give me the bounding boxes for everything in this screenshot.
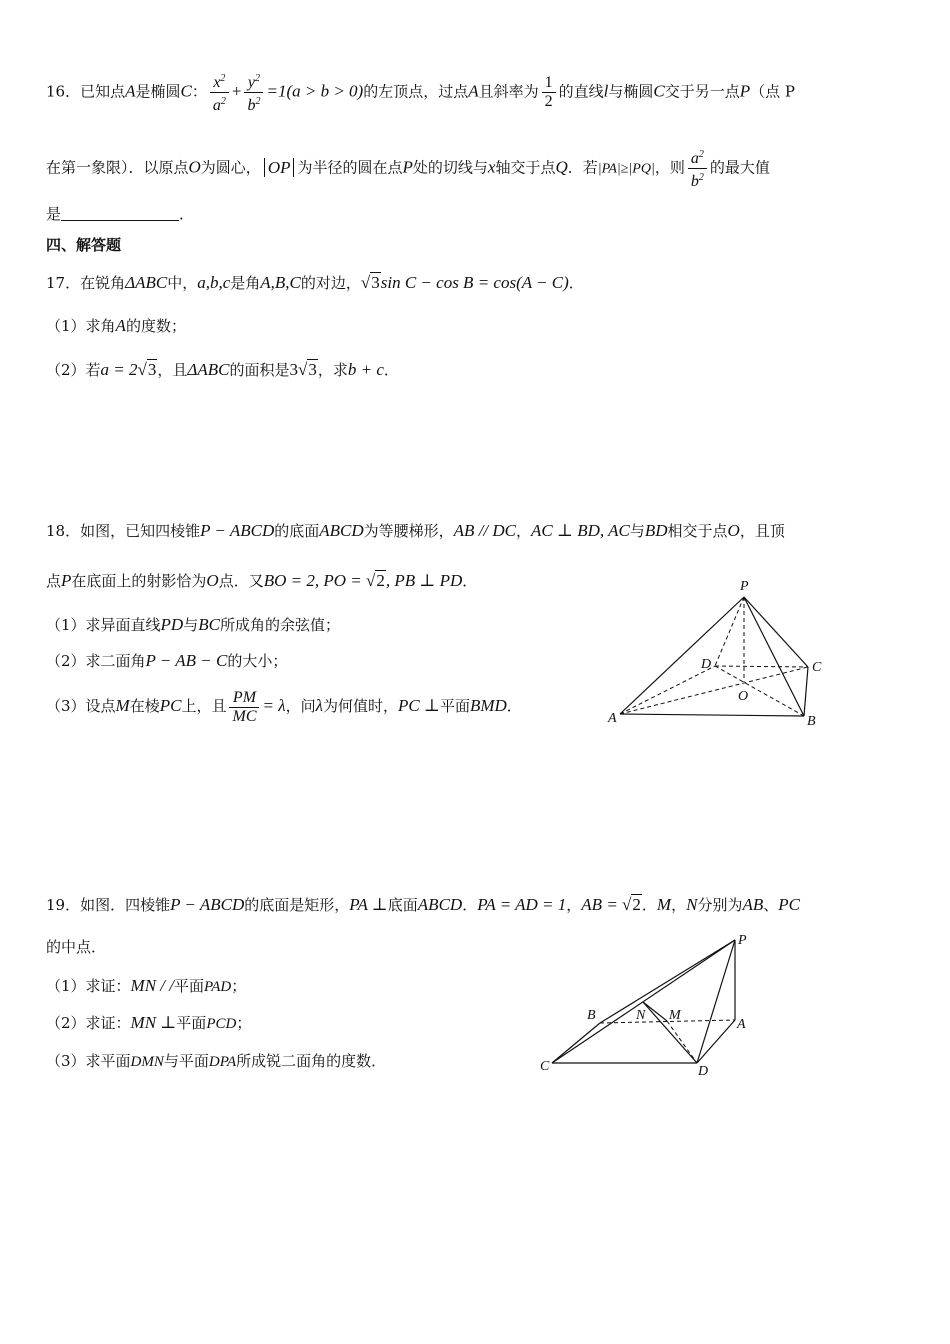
q19-part3 <box>46 1050 386 1073</box>
text: 的度数； <box>125 317 186 335</box>
math: P <box>739 81 751 101</box>
math: a,b,c <box>197 273 231 292</box>
text: 如图．四棱锥 <box>80 896 171 914</box>
math: PCD <box>206 1016 237 1032</box>
math: b <box>690 173 699 190</box>
q17-part2: （2）若a = 2√3，且ΔABC的面积是3√3，求b + c． <box>46 360 399 379</box>
math: = λ <box>262 696 286 715</box>
edge-PD <box>715 597 744 666</box>
text: （1）求角 <box>46 317 116 335</box>
math: ABCD <box>319 521 364 540</box>
text: 所成角的余弦值； <box>219 616 340 634</box>
text: 是 <box>46 205 62 223</box>
math: l <box>603 81 609 101</box>
label-C: C <box>540 1059 550 1074</box>
math: P − AB − C <box>145 651 228 670</box>
diag-BD <box>715 666 804 716</box>
text: 交于另一点 <box>664 82 740 101</box>
text: 为等腰梯形， <box>363 522 454 540</box>
q18-line2: 点P在底面上的射影恰为O点．又BO = 2, PO = √2, PB ⊥ PD． <box>46 571 478 590</box>
text: ； <box>231 977 247 995</box>
math: DPA <box>208 1054 237 1070</box>
text: 为半径的圆在点 <box>297 158 403 177</box>
text: 平面 <box>439 697 470 715</box>
text: 与椭圆 <box>608 82 654 101</box>
math: A <box>468 81 479 101</box>
q19-part2 <box>46 1012 251 1035</box>
text: ， <box>516 522 532 540</box>
label-A: A <box>608 711 617 726</box>
label-P: P <box>740 579 749 594</box>
math: , PB ⊥ PD <box>385 571 463 590</box>
q16-line1: 16．已知点A是椭圆C： $\frac{x^2}{a^2}$ + $\frac{y^2}{b^2}$ =1(a > b > 0)的左顶点，过点A且斜率为 $\frac{1}{2}$ 的直线l与椭圆C交于另一点P（点 P <box>46 70 795 115</box>
edge-AD <box>620 666 715 714</box>
text: 中， <box>167 274 198 292</box>
label-M: M <box>669 1008 681 1023</box>
segment-NM <box>643 1002 667 1021</box>
math: BD <box>644 521 668 540</box>
q16-line2 <box>46 146 770 191</box>
text: 在第一象限）．以原点 <box>46 158 189 177</box>
text: 轴交于点 <box>495 158 556 177</box>
text: 且斜率为 <box>478 82 539 101</box>
text: ． <box>383 361 399 379</box>
math: a = 2 <box>100 360 138 379</box>
q19-line1: 19．如图．四棱锥P − ABCD的底面是矩形，PA ⊥底面ABCD．PA = AD = 1，AB = √2．M，N分别为AB、PC <box>46 895 800 914</box>
math: Q <box>555 157 568 177</box>
math: PC ⊥ <box>397 696 440 715</box>
text: ，求 <box>317 361 348 379</box>
q18-part2 <box>46 650 287 672</box>
text: 是角 <box>230 274 261 292</box>
edge-PA <box>620 597 744 714</box>
text: 与平面 <box>163 1052 209 1070</box>
math: PAD <box>204 979 232 995</box>
text: （2）求证： <box>46 1014 131 1032</box>
text: 的直线 <box>558 82 604 101</box>
math: PC <box>159 696 182 715</box>
label-P: P <box>738 933 747 948</box>
math: x <box>213 74 221 91</box>
math: ΔABC <box>125 273 168 292</box>
text: ． <box>506 697 522 715</box>
edge-CB <box>552 1023 600 1063</box>
math: A <box>125 81 136 101</box>
math: PC <box>778 895 800 914</box>
math: BMD <box>469 696 507 715</box>
math: 2 <box>376 571 385 590</box>
q16-line3 <box>46 203 194 225</box>
text: 所成锐二面角的度数． <box>236 1052 387 1070</box>
math: 2 <box>632 895 641 914</box>
text: （3）设点 <box>46 697 116 715</box>
edge-DA <box>697 1020 735 1063</box>
text: ．若 <box>567 158 598 177</box>
math: BC <box>198 615 220 634</box>
math: M <box>656 895 672 914</box>
q18-number: 18． <box>46 522 81 540</box>
math: λ <box>315 696 323 715</box>
edge-PC <box>552 940 735 1063</box>
math: a <box>212 97 221 114</box>
text: 平面 <box>176 1014 207 1032</box>
text: 在底面上的射影恰为 <box>71 572 207 590</box>
math: MN / / <box>130 976 174 995</box>
q16-number: 16． <box>46 82 81 101</box>
text: 分别为 <box>697 896 743 914</box>
math: O <box>206 571 219 590</box>
math: P − ABCD <box>200 521 275 540</box>
text: 的大小； <box>227 652 288 670</box>
edge-PC <box>744 597 808 667</box>
text: 与 <box>183 616 199 634</box>
edge-PD <box>697 940 735 1063</box>
q19-number: 19． <box>46 896 81 914</box>
section-heading: 四、解答题 <box>46 236 122 254</box>
text: 是椭圆 <box>135 82 181 101</box>
math: MN ⊥ <box>130 1013 177 1032</box>
math: AB = <box>581 895 623 914</box>
edge-PB <box>744 597 804 716</box>
answer-blank[interactable] <box>61 206 179 221</box>
text: 如图，已知四棱锥 <box>80 522 201 540</box>
math: 3 <box>371 273 380 292</box>
text: 平面 <box>174 977 205 995</box>
math: P − ABCD <box>170 895 245 914</box>
text: ，则 <box>654 158 685 177</box>
text: 的底面是矩形， <box>244 896 350 914</box>
label-O: O <box>738 689 749 704</box>
fraction-y2-b2: $\frac{y^2}{b^2}$ <box>244 70 263 115</box>
text: ； <box>236 1014 252 1032</box>
q18-line1 <box>46 520 785 542</box>
math: P <box>402 157 413 177</box>
math: ABCD <box>417 895 463 914</box>
diag-AC <box>620 667 808 714</box>
fraction-x2-a2: $\frac{x^2}{a^2}$ <box>210 70 229 115</box>
text: ，且 <box>157 361 188 379</box>
q17-line1: 17．在锐角ΔABC中，a,b,c是角A,B,C的对边，√3sin C − cos B = cos(A − C)． <box>46 273 584 292</box>
edge-AB <box>620 714 804 716</box>
text: ． <box>462 572 478 590</box>
math: A <box>115 316 126 335</box>
text: ， <box>671 896 687 914</box>
text: （点 P <box>750 82 796 101</box>
text: （2）若 <box>46 361 101 379</box>
text: 、 <box>763 896 779 914</box>
text: 的最大值 <box>709 158 770 177</box>
math: x <box>487 157 496 177</box>
text: 与 <box>629 522 645 540</box>
q18-pyramid-figure <box>600 570 840 735</box>
segment-MD <box>667 1021 697 1063</box>
math: 3 <box>147 360 157 379</box>
math: =1(a > b > 0) <box>266 81 364 101</box>
math: b <box>247 97 256 114</box>
math: 3 <box>308 360 317 379</box>
edge-CB <box>804 667 808 716</box>
label-B: B <box>807 714 816 729</box>
text: ． <box>179 205 195 223</box>
math: sin C − cos B = cos(A − C) <box>380 273 569 292</box>
label-D: D <box>701 657 712 672</box>
text: ． <box>641 896 657 914</box>
text: ． <box>462 896 478 914</box>
text: ． <box>568 274 584 292</box>
text: 的面积是 <box>229 361 290 379</box>
text: ： <box>191 82 207 101</box>
text: 底面 <box>387 896 418 914</box>
label-D: D <box>698 1064 709 1079</box>
text: 在棱 <box>129 697 160 715</box>
q17-number: 17． <box>46 274 81 292</box>
math: PA = AD = 1 <box>477 895 567 914</box>
text: 的左顶点，过点 <box>363 82 469 101</box>
math: O <box>188 157 201 177</box>
q19-part1 <box>46 975 246 998</box>
q18-part3 <box>46 686 522 726</box>
text: 上，且 <box>181 697 227 715</box>
text: ， <box>566 896 582 914</box>
math: b + c <box>347 360 384 379</box>
text: （1）求证： <box>46 977 131 995</box>
math: y <box>247 74 256 91</box>
text: 处的切线与 <box>412 158 488 177</box>
math: O <box>727 521 740 540</box>
text: 在锐角 <box>80 274 126 292</box>
fraction-a2-b2: $\frac{a^2}{b^2}$ <box>688 146 707 191</box>
math: BO = 2, PO = <box>263 571 366 590</box>
math: a <box>690 150 699 167</box>
text: 点 <box>46 572 62 590</box>
math: 3 <box>289 360 298 379</box>
math: A,B,C <box>260 273 301 292</box>
edge-DC <box>715 666 808 667</box>
label-A: A <box>737 1017 746 1032</box>
text: 的对边， <box>300 274 361 292</box>
fraction-pm-mc: $\frac{PM}{MC}$ <box>229 689 259 726</box>
math: C <box>653 81 665 101</box>
edge-PB <box>600 940 735 1023</box>
math: |PA|≥|PQ| <box>597 161 655 177</box>
q18-part1 <box>46 614 340 636</box>
math: DMN <box>130 1054 164 1070</box>
label-C: C <box>812 660 822 675</box>
text: （1）求异面直线 <box>46 616 161 634</box>
math: ΔABC <box>187 360 230 379</box>
label-N: N <box>636 1008 646 1023</box>
text: 的底面 <box>274 522 320 540</box>
text: 已知点 <box>80 82 126 101</box>
math: AB <box>742 895 764 914</box>
text: （3）求平面 <box>46 1052 131 1070</box>
math-abs-op: OP <box>264 158 295 177</box>
math: P <box>61 571 72 590</box>
text: （2）求二面角 <box>46 652 146 670</box>
math: AB // DC <box>453 521 517 540</box>
text: ，且顶 <box>739 522 785 540</box>
text: ，问 <box>285 697 316 715</box>
text: 为圆心， <box>200 158 261 177</box>
q19-pyramid-figure <box>535 925 765 1080</box>
text: 为何值时， <box>322 697 398 715</box>
label-B: B <box>587 1008 596 1023</box>
math: PA ⊥ <box>349 895 388 914</box>
fraction-half: $\frac{1}{2}$ <box>542 74 556 111</box>
text: 相交于点 <box>667 522 728 540</box>
math: AC ⊥ BD, AC <box>531 521 630 540</box>
q17-part1 <box>46 315 186 337</box>
q19-line2: 的中点． <box>46 938 107 956</box>
text: 点．又 <box>218 572 264 590</box>
math: N <box>686 895 698 914</box>
math: PD <box>160 615 184 634</box>
math: M <box>115 696 130 715</box>
math: C <box>180 81 192 101</box>
